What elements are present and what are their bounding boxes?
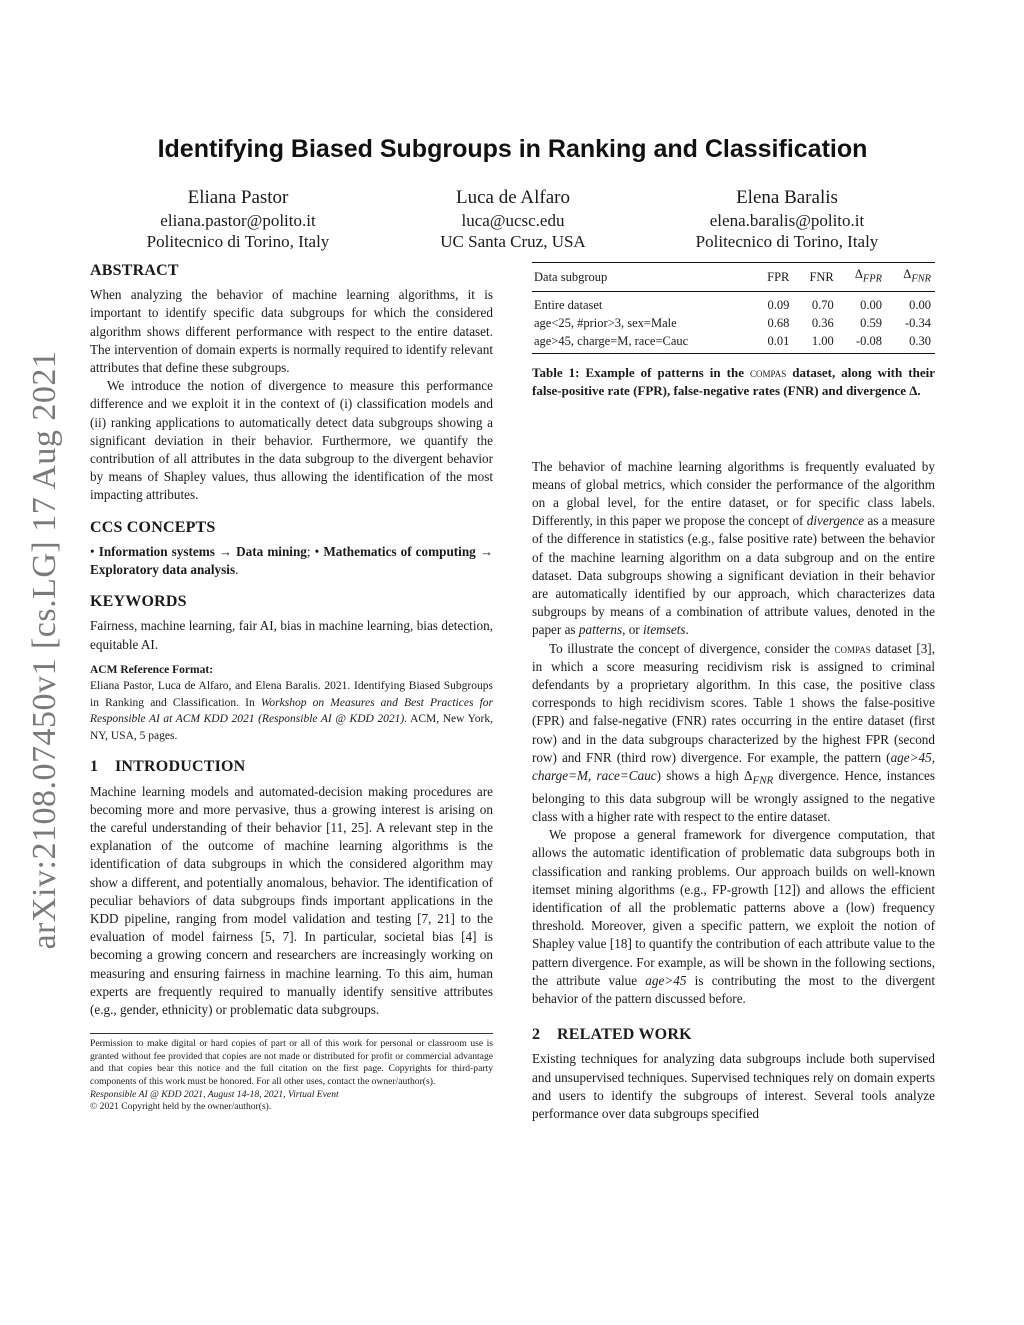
table-cell: -0.08	[838, 332, 886, 354]
ccs-concepts	[90, 543, 493, 579]
abstract-paragraph: We introduce the notion of divergence to measure this performance difference and we exploit it in the context of (i) classification models and (ii) ranking applications to automatically detect data subgroups showing a significant deviation in their behavior. Furthermore, we quantify the contribution of all attributes in the data subgroup to the divergent behavior by means of Shapley values, thus allowing the identification of the most impacting attributes.	[90, 378, 493, 503]
abstract-paragraph: When analyzing the behavior of machine learning algorithms, it is important to identify specific data subgroups for which the considered algorithm shows different performance with respect to the entire dataset. The intervention of domain experts is normally required to identify relevant attributes that define these subgroups.	[90, 287, 493, 376]
emphasis: divergence	[806, 513, 865, 529]
left-column	[90, 262, 493, 1114]
table-cell: -0.34	[904, 315, 931, 330]
text-run: is contributing the most to the divergent behavior of the pattern discussed before.	[532, 972, 935, 1007]
emphasis: patterns	[578, 622, 623, 638]
table-cell: 0.70	[811, 297, 834, 312]
author-name: Eliana Pastor	[187, 187, 289, 208]
table-header: FNR	[793, 263, 837, 292]
table-cell: 0.36	[811, 315, 834, 330]
table-header-row	[532, 263, 935, 292]
author-affiliation: UC Santa Cruz, USA	[440, 232, 586, 251]
related-work-heading: 2 RELATED WORK	[532, 1026, 692, 1044]
dataset-name: compas	[834, 640, 871, 656]
table-header	[886, 263, 935, 292]
delta-subscript: FPR	[862, 273, 882, 285]
abstract-heading: ABSTRACT	[90, 262, 179, 279]
text-run: .	[685, 622, 689, 638]
table-cell: 0.01	[752, 332, 794, 354]
table-header: FPR	[752, 263, 794, 292]
delta-subscript: FNR	[752, 774, 774, 787]
arrow: →	[479, 543, 494, 559]
text-run: , or	[622, 622, 643, 638]
author-affiliation: Politecnico di Torino, Italy	[695, 232, 879, 251]
ccs-term: Exploratory data analysis	[90, 562, 236, 578]
arrow: →	[218, 543, 233, 559]
results-table	[532, 262, 935, 354]
table-cell: 0.09	[767, 297, 790, 312]
keywords-text: Fairness, machine learning, fair AI, bias in machine learning, bias detection, equitable AI.	[90, 618, 493, 652]
table-cell: Entire dataset	[534, 297, 603, 312]
permission-notice: Permission to make digital or hard copies of part or all of this work for personal or classroom use is granted without fee provided that copies are not made or distributed for profit or commercial advantage and that copies bear this notice and the full citation on the first page. Copyrights for third-party components of this work must be honored. For all other uses, contact the owner/author(s).	[90, 1038, 493, 1087]
author-affiliation: Politecnico di Torino, Italy	[146, 232, 330, 251]
text-run: The behavior of machine learning algorithms is frequently evaluated by means of global metrics, which consider the performance of the algorithm on a global level, for the entire dataset, or for specific class labels. Differently, in this paper we propose the concept of	[532, 458, 935, 529]
separator: ;	[306, 543, 311, 559]
author-email: elena.baralis@polito.it	[709, 211, 865, 230]
text-run: as a measure of the difference in statistics (e.g., false positive rate) between the behavior of the machine learning algorithm on a data subgroup and on the entire dataset. Data subgroups showing a significant deviation in their behavior are automatically identified by our approach, which characterizes data subgroups by means of a combination of attribute values, denoted in the paper as	[532, 513, 935, 638]
ccs-heading: CCS CONCEPTS	[90, 518, 216, 536]
paper-title: Identifying Biased Subgroups in Ranking and Classification	[157, 135, 868, 163]
table-cell: age<25, #prior>3, sex=Male	[534, 315, 677, 330]
emphasis: age>45	[645, 972, 687, 988]
delta-subscript: FNR	[911, 273, 931, 285]
text-run: dataset [3], in which a score measuring recidivism risk is assigned to criminal defendants by a proprietary algorithm. In this case, the positive class corresponds to high recidivism scores. Table 1 shows the false-positive (FPR) and false-negative (FNR) rates occurring in the entire dataset (first row) and in the data subgroups characterized by the highest FPR (second row) and FNR (third row) divergence. For example, the pattern (	[532, 640, 935, 765]
acm-reference-heading: ACM Reference Format:	[90, 663, 214, 676]
conference-venue: Responsible AI @ KDD 2021, August 14-18, 2021, Virtual Event	[90, 1088, 339, 1100]
table-row	[532, 291, 935, 314]
acm-reference-text	[90, 678, 493, 744]
introduction-heading: 1 INTRODUCTION	[90, 758, 246, 776]
table-row	[532, 332, 935, 354]
author-name: Luca de Alfaro	[456, 187, 570, 208]
text-run: We propose a general framework for divergence computation, that allows the automatic identification of problematic data subgroups both in classification and ranking problems. Our approach builds on well-known itemset mining algorithms (e.g., FP-growth [12]) and allows the efficient identification of all the problematic patterns above a (low) frequency threshold. Moreover, given a specific pattern, we exploit the notion of Shapley value [18] to quantify the contribution of each attribute value to the pattern divergence. For example, as will be shown in the following sections, the attribute value	[532, 827, 935, 988]
table-header	[838, 263, 886, 292]
acm-reference-venue: Workshop on Measures and Best Practices for Responsible AI at ACM KDD 2021 (Responsible AI @ KDD 2021).	[90, 696, 493, 726]
author-block	[363, 186, 663, 252]
right-column	[532, 262, 935, 1123]
body-paragraph	[532, 640, 935, 827]
table-header: Data subgroup	[532, 263, 752, 292]
copyright-notice: © 2021 Copyright held by the owner/author(s).	[90, 1101, 272, 1113]
author-email: luca@ucsc.edu	[461, 211, 565, 230]
table-cell: 0.00	[909, 297, 931, 312]
body-paragraph: Existing techniques for analyzing data subgroups include both supervised and unsupervised techniques. Supervised techniques rely on domain experts and users to identify the subgroups of interest. Several tools analyze performance over data subgroups specified	[532, 1051, 935, 1122]
table-cell: 1.00	[793, 332, 837, 354]
delta-symbol: Δ	[744, 767, 753, 783]
bullet: •	[90, 543, 95, 559]
text-run: To illustrate the concept of divergence, consider the	[549, 640, 835, 656]
footnote-rule	[90, 1033, 493, 1034]
body-paragraph	[532, 458, 935, 640]
table-cell: 0.68	[767, 315, 790, 330]
delta-symbol: Δ	[903, 267, 912, 281]
delta-symbol: Δ	[854, 267, 863, 281]
arxiv-sidebar	[20, 350, 70, 950]
dataset-name: compas	[750, 364, 787, 380]
table-row	[532, 314, 935, 332]
author-name: Elena Baralis	[736, 187, 838, 208]
author-email: eliana.pastor@polito.it	[160, 211, 316, 230]
arxiv-identifier: arXiv:2108.07450v1 [cs.LG] 17 Aug 2021	[26, 350, 63, 950]
introduction-paragraph: Machine learning models and automated-decision making procedures are becoming more and more pervasive, thus a growing interest is arising on the careful understanding of their behavior [11, 25]. A relevant step in the explanation of the outcome of machine learning algorithms is the identification of data subgroups in which the considered algorithm may show a different, and potentially anomalous, behavior. The identification of peculiar behaviors of data subgroups finds important applications in the KDD pipeline, ranging from model validation and testing [7, 21] to the evaluation of model fairness [5, 7]. In particular, societal bias [4] is becoming a growing concern and researchers are increasingly working on measuring and ensuring fairness in machine learning. To this aim, human experts are frequently required to manually identify sensitive attributes (e.g., gender, ethnicity) or problematic data subgroups.	[90, 783, 493, 1017]
ccs-term: Information systems	[98, 543, 215, 559]
emphasis: itemsets	[643, 622, 686, 638]
caption-part: Table 1: Example of patterns in the	[532, 364, 751, 380]
emphasis: age>45, charge=M, race=Cauc	[532, 749, 935, 783]
table-cell: age>45, charge=M, race=Cauc	[532, 332, 752, 354]
text-run: divergence. Hence, instances belonging to this data subgroup will be wrongly assigned to the negative class with a higher rate with respect to the entire dataset.	[532, 767, 936, 824]
body-paragraph	[532, 826, 935, 1008]
table-cell: 0.59	[860, 315, 882, 330]
acm-reference-part: Eliana Pastor, Luca de Alfaro, and Elena Baralis. 2021. Identifying Biased Subgroups in Ranking and Classification. In	[90, 680, 493, 709]
table-cell: 0.30	[886, 332, 935, 354]
ccs-term: Mathematics of computing	[323, 543, 476, 559]
author-block	[637, 186, 937, 252]
period: .	[235, 562, 239, 578]
ccs-term: Data mining	[236, 543, 307, 559]
bullet: •	[314, 543, 320, 559]
spacer	[532, 400, 935, 458]
caption-part: dataset, along with their false-positive rate (FPR), false-negative rates (FNR) and divergence Δ.	[532, 364, 935, 398]
text-run: ) shows a high	[656, 767, 745, 783]
acm-reference-part: ACM, New York, NY, USA, 5 pages.	[90, 713, 493, 742]
keywords-heading: KEYWORDS	[90, 593, 187, 611]
author-block	[88, 186, 388, 252]
table-cell: 0.00	[860, 297, 882, 312]
table-caption	[532, 364, 935, 400]
